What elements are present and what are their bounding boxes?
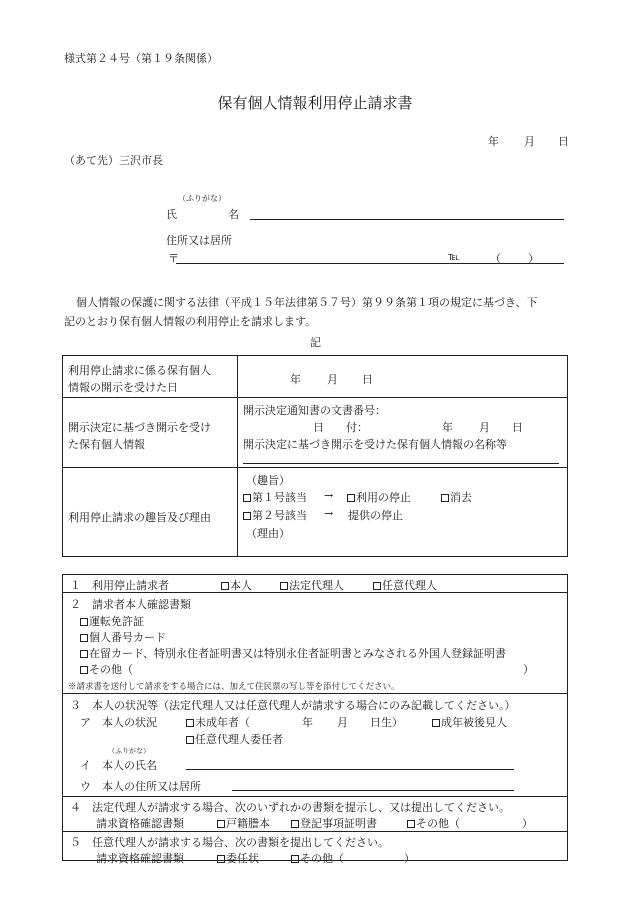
option-koseki[interactable]: 戸籍謄本 <box>217 815 270 831</box>
birth-month: 月 <box>337 716 348 729</box>
license-checkbox[interactable] <box>80 618 88 626</box>
legal-rep-docs-label: ４ 法定代理人が請求する場合、次のいずれかの書類を提示し、又は提出してください。 <box>70 801 510 814</box>
principal-address-label: ウ 本人の住所又は居所 <box>80 780 201 793</box>
other-legal-close: ） <box>522 817 533 830</box>
birth-day: 日生） <box>370 716 403 729</box>
date-day-label: 日 <box>558 135 569 148</box>
applicant-address-field[interactable] <box>176 263 564 264</box>
self-checkbox[interactable] <box>221 582 229 590</box>
intro-line-2: 記のとおり保有個人情報の利用停止を請求します。 <box>64 315 317 328</box>
addressee: （あて先）三沢市長 <box>64 154 163 167</box>
option-other-legal[interactable]: その他（ <box>407 815 460 831</box>
ki-heading: 記 <box>310 336 321 349</box>
mail-note: ※請求書を送付して請求をする場合には、加えて住民票の写し等を添付してください。 <box>68 682 400 692</box>
option-minor[interactable]: 未成年者（ <box>186 714 250 730</box>
option-registry[interactable]: 登記事項証明書 <box>291 815 377 831</box>
minor-checkbox[interactable] <box>186 719 194 727</box>
registry-checkbox[interactable] <box>291 820 299 828</box>
reason-heading: （理由） <box>246 527 290 540</box>
requester-label: １ 利用停止請求者 <box>70 579 169 592</box>
page-title: 保有個人情報利用停止請求書 <box>217 94 413 112</box>
option-power-of-attorney[interactable]: 委任状 <box>217 850 259 866</box>
principal-address-field[interactable] <box>232 790 514 791</box>
delegator-checkbox[interactable] <box>186 736 194 744</box>
option-adult-ward[interactable]: 成年被後見人 <box>432 714 507 730</box>
option-self[interactable]: 本人 <box>221 577 252 593</box>
voluntary-rep-docs-label: ５ 任意代理人が請求する場合、次の書類を提出してください。 <box>70 836 389 849</box>
principal-status-label: ３ 本人の状況等（法定代理人又は任意代理人が請求する場合にのみ記載してください。） <box>70 699 516 712</box>
tel-icon: ℡ <box>448 250 460 263</box>
notice-day: 日 <box>512 421 523 434</box>
applicant-furigana-label: （ふりがな） <box>178 194 226 203</box>
option-item2[interactable]: 第２号該当 <box>243 507 307 523</box>
applicant-name-label-1: 氏 <box>166 208 177 221</box>
power-of-attorney-checkbox[interactable] <box>217 855 225 863</box>
disclosure-month: 月 <box>327 373 338 386</box>
purpose-reason-label: 利用停止請求の趣旨及び理由 <box>68 511 211 524</box>
disclosed-info-name-label: 開示決定に基づき開示を受けた保有個人情報の名称等 <box>243 438 507 451</box>
notice-date-label: 日 付： <box>313 421 368 434</box>
option-erase[interactable]: 消去 <box>441 489 472 505</box>
tel-close-paren: ） <box>528 252 539 265</box>
applicant-address-label: 住所又は居所 <box>166 234 232 247</box>
date-month-label: 月 <box>524 135 535 148</box>
residence-card-checkbox[interactable] <box>80 650 88 658</box>
erase-checkbox[interactable] <box>441 494 449 502</box>
other-id-checkbox[interactable] <box>80 666 88 674</box>
disclosed-info-label-a: 開示決定に基づき開示を受け <box>68 421 211 434</box>
disclosure-day: 日 <box>362 373 373 386</box>
adult-ward-checkbox[interactable] <box>432 719 440 727</box>
date-year-label: 年 <box>488 135 499 148</box>
option-license[interactable]: 運転免許証 <box>80 613 144 629</box>
disclosure-date-label-a: 利用停止請求に係る保有個人 <box>68 364 211 377</box>
other-id-close: ） <box>523 663 534 676</box>
item1-checkbox[interactable] <box>243 494 251 502</box>
notice-month: 月 <box>479 421 490 434</box>
other-voluntary-close: ） <box>404 852 415 865</box>
option-item1[interactable]: 第１号該当 <box>243 489 307 505</box>
option-legal-rep[interactable]: 法定代理人 <box>280 577 344 593</box>
mynumber-checkbox[interactable] <box>80 634 88 642</box>
legal-rep-checkbox[interactable] <box>280 582 288 590</box>
option-stop-use[interactable]: 利用の停止 <box>347 489 411 505</box>
voluntary-rep-doc-type-label: 請求資格確認書類 <box>96 852 184 865</box>
option-other-id[interactable]: その他（ <box>80 661 133 677</box>
option-voluntary-rep[interactable]: 任意代理人 <box>373 577 437 593</box>
voluntary-rep-checkbox[interactable] <box>373 582 381 590</box>
arrow-2: → <box>324 507 334 520</box>
principal-furigana-label: （ふりがな） <box>108 747 150 755</box>
disclosed-info-label-b: た保有個人情報 <box>68 438 145 451</box>
disclosure-date-label-b: 情報の開示を受けた日 <box>68 381 178 394</box>
option-other-voluntary[interactable]: その他（ <box>291 850 344 866</box>
applicant-name-label-2: 名 <box>228 208 239 221</box>
other-legal-checkbox[interactable] <box>407 820 415 828</box>
principal-name-field[interactable] <box>186 769 514 770</box>
id-docs-label: ２ 請求者本人確認書類 <box>70 598 191 611</box>
birth-year: 年 <box>302 716 313 729</box>
tel-open-paren: （ <box>490 252 501 265</box>
disclosure-year: 年 <box>290 373 301 386</box>
disclosed-info-name-field[interactable] <box>243 463 559 464</box>
stop-use-checkbox[interactable] <box>347 494 355 502</box>
principal-status-a-label: ア 本人の状況 <box>80 716 157 729</box>
applicant-name-field[interactable] <box>250 219 564 220</box>
form-number: 様式第２４号（第１９条関係） <box>64 52 218 65</box>
notice-year: 年 <box>442 421 453 434</box>
option-residence-card[interactable]: 在留カード、特別永住者証明書又は特別永住者証明書とみなされる外国人登録証明書 <box>80 645 506 661</box>
item2-checkbox[interactable] <box>243 512 251 520</box>
purpose-heading: （趣旨） <box>246 474 290 487</box>
arrow-1: → <box>324 489 334 502</box>
other-voluntary-checkbox[interactable] <box>291 855 299 863</box>
stop-provision-text: 提供の停止 <box>348 509 403 522</box>
option-delegator[interactable]: 任意代理人委任者 <box>186 731 283 747</box>
intro-line-1: 個人情報の保護に関する法律（平成１５年法律第５７号）第９９条第１項の規定に基づき、下 <box>76 296 538 309</box>
legal-rep-doc-type-label: 請求資格確認書類 <box>96 817 184 830</box>
koseki-checkbox[interactable] <box>217 820 225 828</box>
principal-name-label: イ 本人の氏名 <box>80 759 157 772</box>
option-mynumber[interactable]: 個人番号カード <box>80 629 166 645</box>
notice-doc-number-label: 開示決定通知書の文書番号： <box>243 404 386 417</box>
postal-mark: 〒 <box>168 252 179 265</box>
